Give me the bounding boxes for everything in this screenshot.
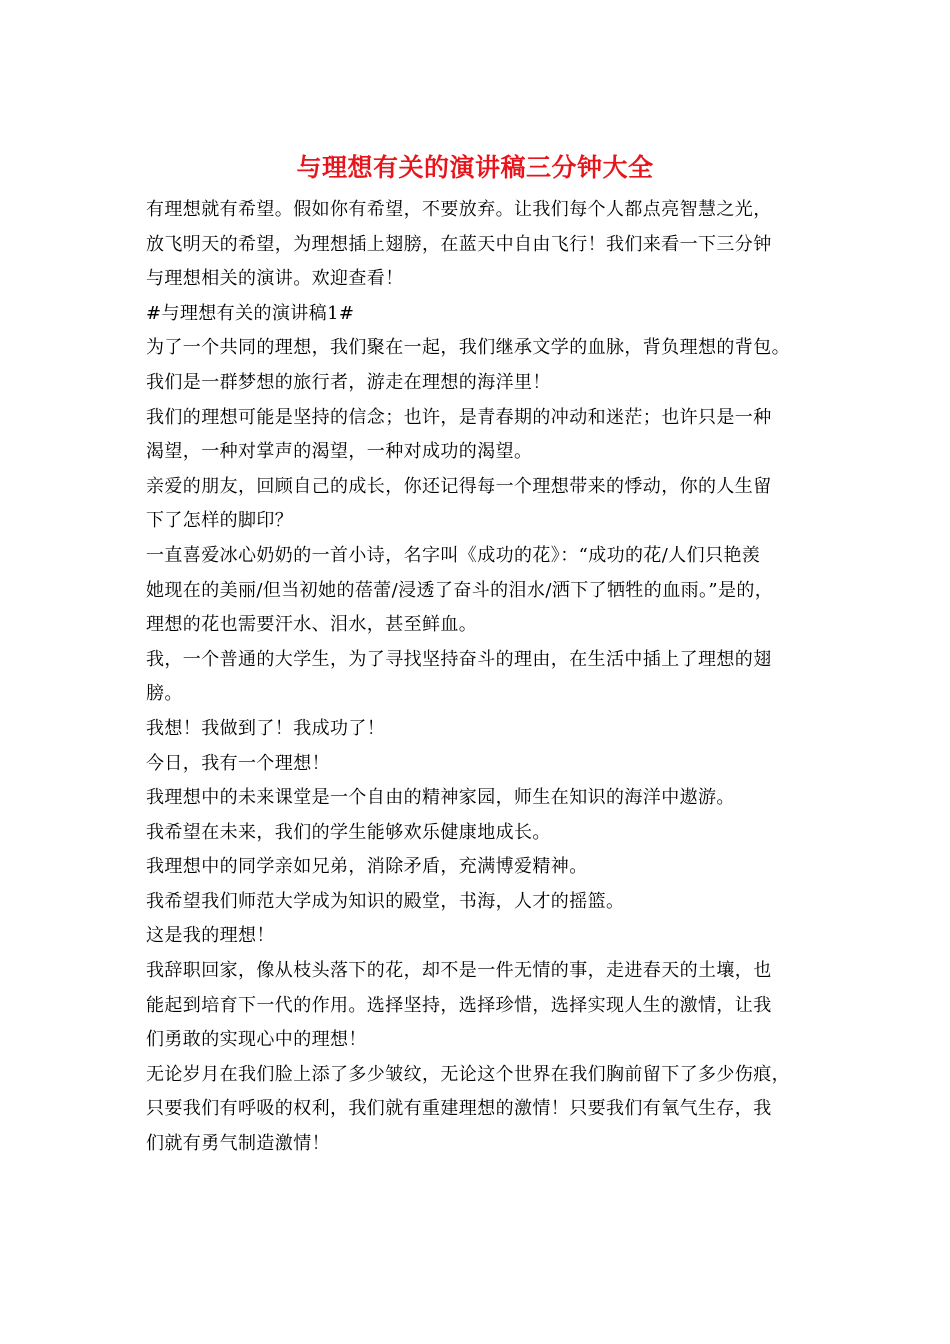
body-line: 下了怎样的脚印？ <box>146 510 294 532</box>
body-line: 这是我的理想！ <box>146 925 275 947</box>
body-line: 我们的理想可能是坚持的信念；也许，是青春期的冲动和迷茫；也许只是一种 <box>146 406 772 428</box>
body-line: 亲爱的朋友，回顾自己的成长，你还记得每一个理想带来的悸动，你的人生留 <box>146 475 772 497</box>
body-line: 为了一个共同的理想，我们聚在一起，我们继承文学的血脉，背负理想的背包。 <box>146 337 790 359</box>
body-line: 我希望在未来，我们的学生能够欢乐健康地成长。 <box>146 821 551 843</box>
section-heading: #与理想有关的演讲稿1# <box>146 302 355 324</box>
body-line: 只要我们有呼吸的权利，我们就有重建理想的激情！只要我们有氧气生存，我 <box>146 1098 772 1120</box>
body-line: 我理想中的同学亲如兄弟，消除矛盾，充满博爱精神。 <box>146 856 588 878</box>
body-line: 们勇敢的实现心中的理想！ <box>146 1029 367 1051</box>
body-line: 我辞职回家，像从枝头落下的花，却不是一件无情的事，走进春天的土壤，也 <box>146 960 772 982</box>
body-line: 们就有勇气制造激情！ <box>146 1133 330 1155</box>
body-line: 我们是一群梦想的旅行者，游走在理想的海洋里！ <box>146 371 551 393</box>
document-title: 与理想有关的演讲稿三分钟大全 <box>296 153 654 182</box>
body-line: 她现在的美丽/但当初她的蓓蕾/浸透了奋斗的泪水/洒下了牺牲的血雨。”是的， <box>146 579 774 601</box>
body-line: 放飞明天的希望，为理想插上翅膀，在蓝天中自由飞行！我们来看一下三分钟 <box>146 233 772 255</box>
body-line: 今日，我有一个理想！ <box>146 752 330 774</box>
body-line: 能起到培育下一代的作用。选择坚持，选择珍惜，选择实现人生的激情，让我 <box>146 994 772 1016</box>
body-line: 我理想中的未来课堂是一个自由的精神家园，师生在知识的海洋中遨游。 <box>146 787 735 809</box>
body-line: 有理想就有希望。假如你有希望，不要放弃。让我们每个人都点亮智慧之光， <box>146 199 772 220</box>
body-line: 与理想相关的演讲。欢迎查看！ <box>146 268 404 290</box>
body-line: 膀。 <box>146 683 183 705</box>
body-line: 理想的花也需要汗水、泪水，甚至鲜血。 <box>146 614 478 636</box>
body-line: 我希望我们师范大学成为知识的殿堂，书海，人才的摇篮。 <box>146 890 625 912</box>
body-line: 我想！我做到了！我成功了！ <box>146 717 386 739</box>
body-line: 我，一个普通的大学生，为了寻找坚持奋斗的理由，在生活中插上了理想的翅 <box>146 648 772 670</box>
document-body <box>146 196 810 1165</box>
body-line: 渴望，一种对掌声的渴望，一种对成功的渴望。 <box>146 441 533 463</box>
body-line: 无论岁月在我们脸上添了多少皱纹，无论这个世界在我们胸前留下了多少伤痕， <box>146 1063 790 1085</box>
body-line: 一直喜爱冰心奶奶的一首小诗，名字叫《成功的花》：“成功的花/人们只艳羡 <box>146 544 761 566</box>
